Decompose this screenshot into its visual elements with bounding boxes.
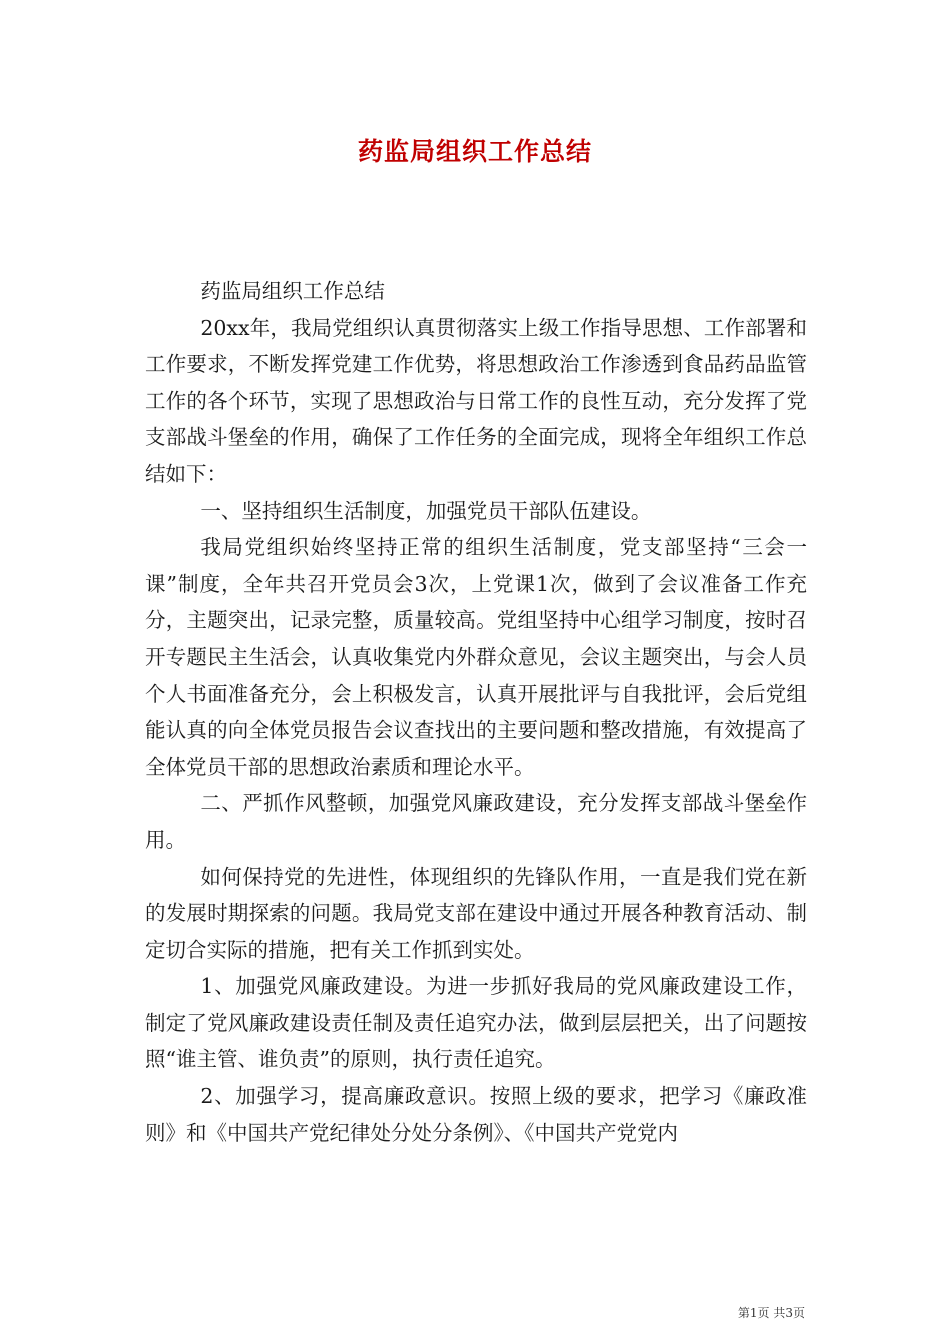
document-title: 药监局组织工作总结	[357, 137, 592, 166]
paragraph-subtitle: 药监局组织工作总结	[200, 279, 385, 303]
document-body	[145, 273, 807, 1151]
paragraph-item-1: 1、加强党风廉政建设。为进一步抓好我局的党风廉政建设工作，制定了党风廉政建设责任制及责任追究办法，做到层层把关，出了问题按照“谁主管、谁负责”的原则，执行责任追究。	[145, 974, 807, 1072]
paragraph-intro: 20xx年，我局党组织认真贯彻落实上级工作指导思想、工作部署和工作要求，不断发挥党建工作优势，将思想政治工作渗透到食品药品监管工作的各个环节，实现了思想政治与日常工作的良性互动，充分发挥了党支部战斗堡垒的作用，确保了工作任务的全面完成，现将全年组织工作总结如下：	[145, 315, 807, 486]
paragraph-section-2: 如何保持党的先进性，体现组织的先锋队作用，一直是我们党在新的发展时期探索的问题。我局党支部在建设中通过开展各种教育活动、制定切合实际的措施，把有关工作抓到实处。	[145, 864, 807, 962]
section-heading-2: 二、严抓作风整顿，加强党风廉政建设，充分发挥支部战斗堡垒作用。	[145, 791, 807, 852]
paragraph-item-2: 2、加强学习，提高廉政意识。按照上级的要求，把学习《廉政准则》和《中国共产党纪律处分处分条例》、《中国共产党党内	[145, 1084, 807, 1145]
page-number: 第1页 共3页	[737, 1306, 805, 1320]
section-heading-1: 一、坚持组织生活制度，加强党员干部队伍建设。	[200, 498, 652, 523]
paragraph-section-1: 我局党组织始终坚持正常的组织生活制度，党支部坚持“三会一课”制度，全年共召开党员会3次，上党课1次，做到了会议准备工作充分，主题突出，记录完整，质量较高。党组坚持中心组学习制度，按时召开专题民主生活会，认真收集党内外群众意见，会议主题突出，与会人员个人书面准备充分，会上积极发言，认真开展批评与自我批评，会后党组能认真的向全体党员报告会议查找出的主要问题和整改措施，有效提高了全体党员干部的思想政治素质和理论水平。	[145, 535, 807, 779]
